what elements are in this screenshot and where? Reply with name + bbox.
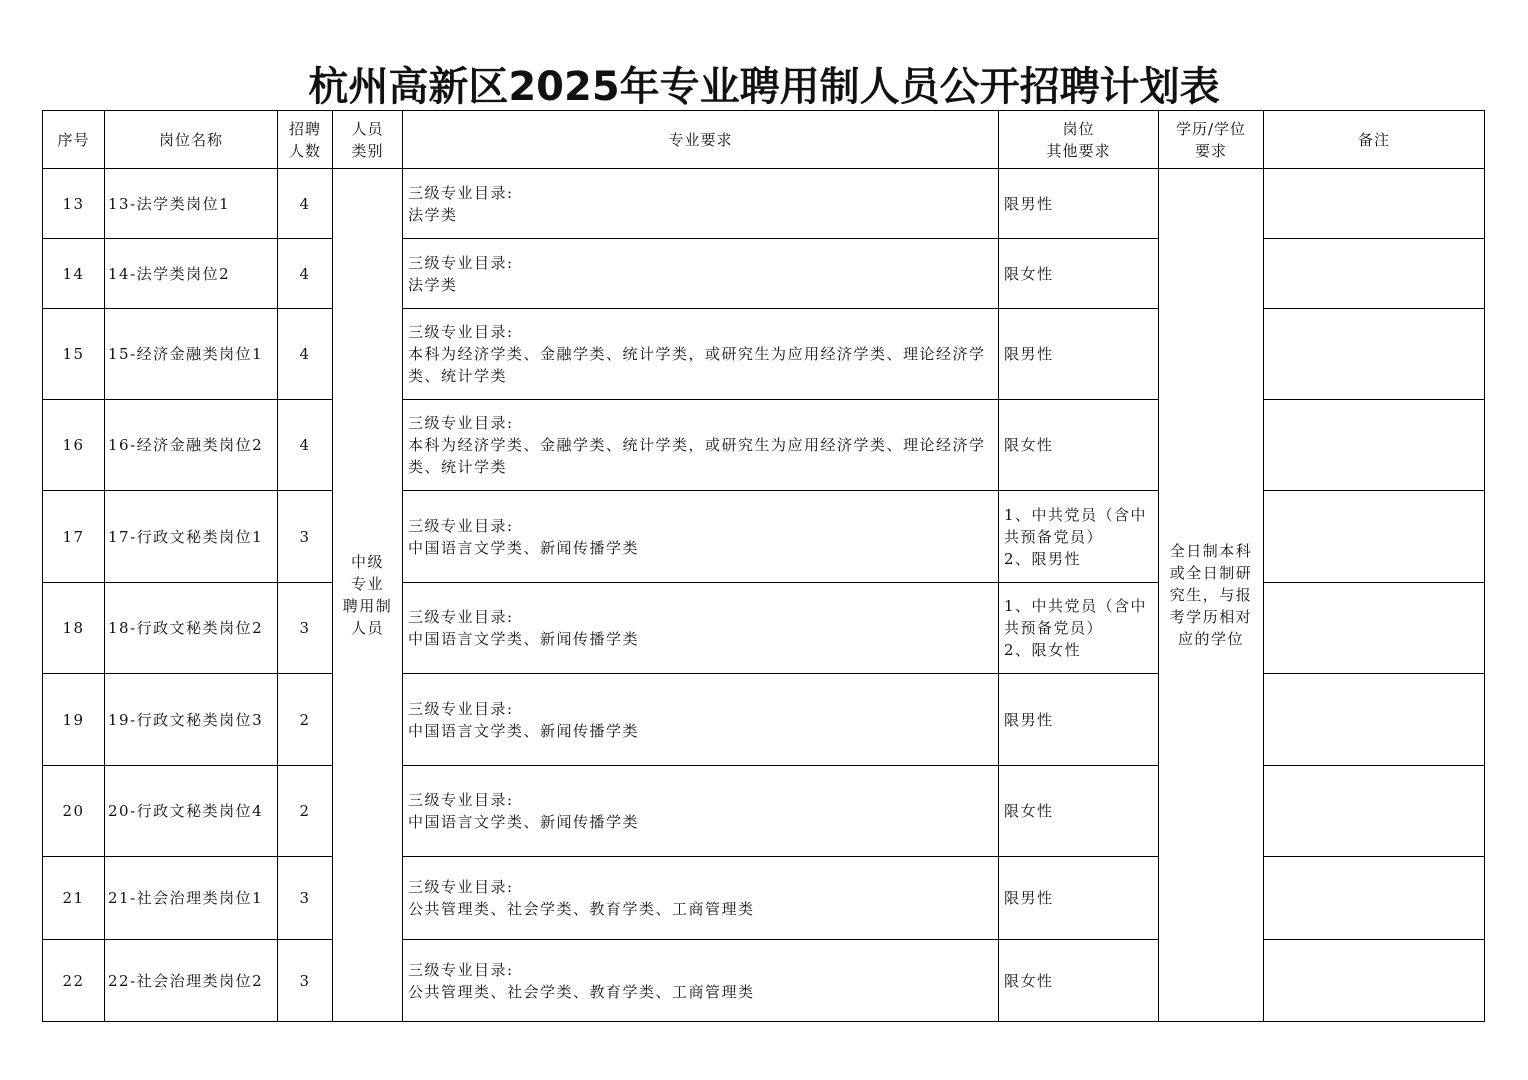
row-remark — [1264, 583, 1485, 674]
row-position-name: 17-行政文秘类岗位1 — [105, 491, 278, 583]
row-recruit-count: 4 — [278, 400, 333, 491]
row-remark — [1264, 400, 1485, 491]
row-seq: 14 — [43, 239, 105, 309]
row-major-requirement: 三级专业目录: 中国语言文学类、新闻传播学类 — [403, 674, 999, 766]
row-other-requirement: 1、中共党员（含中共预备党员） 2、限男性 — [999, 491, 1159, 583]
row-seq: 21 — [43, 857, 105, 940]
row-major-requirement: 三级专业目录: 公共管理类、社会学类、教育学类、工商管理类 — [403, 857, 999, 940]
row-major-requirement: 三级专业目录: 公共管理类、社会学类、教育学类、工商管理类 — [403, 940, 999, 1022]
table-row — [43, 309, 1485, 400]
row-position-name: 16-经济金融类岗位2 — [105, 400, 278, 491]
header-category: 人员 类别 — [333, 111, 403, 169]
row-seq: 18 — [43, 583, 105, 674]
row-other-requirement: 限女性 — [999, 239, 1159, 309]
header-count: 招聘 人数 — [278, 111, 333, 169]
table-row — [43, 491, 1485, 583]
row-remark — [1264, 169, 1485, 239]
row-recruit-count: 3 — [278, 491, 333, 583]
table-row — [43, 674, 1485, 766]
row-recruit-count: 2 — [278, 766, 333, 857]
table-row — [43, 239, 1485, 309]
education-requirement: 全日制本科 或全日制研 究生，与报 考学历相对 应的学位 — [1159, 169, 1264, 1022]
recruitment-plan-table — [42, 110, 1485, 1022]
row-remark — [1264, 674, 1485, 766]
header-row — [43, 111, 1485, 169]
row-major-requirement: 三级专业目录: 中国语言文学类、新闻传播学类 — [403, 491, 999, 583]
header-other: 岗位 其他要求 — [999, 111, 1159, 169]
header-position: 岗位名称 — [105, 111, 278, 169]
row-recruit-count: 3 — [278, 583, 333, 674]
row-major-requirement: 三级专业目录: 本科为经济学类、金融学类、统计学类，或研究生为应用经济学类、理论经济学类、统计学类 — [403, 309, 999, 400]
row-position-name: 14-法学类岗位2 — [105, 239, 278, 309]
table-row — [43, 400, 1485, 491]
header-major: 专业要求 — [403, 111, 999, 169]
row-position-name: 15-经济金融类岗位1 — [105, 309, 278, 400]
row-major-requirement: 三级专业目录: 法学类 — [403, 169, 999, 239]
row-seq: 17 — [43, 491, 105, 583]
row-position-name: 21-社会治理类岗位1 — [105, 857, 278, 940]
header-edu: 学历/学位 要求 — [1159, 111, 1264, 169]
header-remark: 备注 — [1264, 111, 1485, 169]
row-major-requirement: 三级专业目录: 法学类 — [403, 239, 999, 309]
personnel-category: 中级 专业 聘用制 人员 — [333, 169, 403, 1022]
table-row — [43, 169, 1485, 239]
row-recruit-count: 3 — [278, 857, 333, 940]
row-recruit-count: 3 — [278, 940, 333, 1022]
row-seq: 22 — [43, 940, 105, 1022]
row-other-requirement: 限男性 — [999, 674, 1159, 766]
row-remark — [1264, 309, 1485, 400]
table-row — [43, 766, 1485, 857]
row-other-requirement: 限男性 — [999, 857, 1159, 940]
row-seq: 16 — [43, 400, 105, 491]
table-row — [43, 940, 1485, 1022]
row-remark — [1264, 766, 1485, 857]
row-seq: 13 — [43, 169, 105, 239]
row-position-name: 22-社会治理类岗位2 — [105, 940, 278, 1022]
page-title: 杭州高新区2025年专业聘用制人员公开招聘计划表 — [308, 64, 1220, 110]
row-position-name: 13-法学类岗位1 — [105, 169, 278, 239]
row-recruit-count: 2 — [278, 674, 333, 766]
table-row — [43, 857, 1485, 940]
row-recruit-count: 4 — [278, 239, 333, 309]
row-remark — [1264, 857, 1485, 940]
row-position-name: 20-行政文秘类岗位4 — [105, 766, 278, 857]
header-seq: 序号 — [43, 111, 105, 169]
row-other-requirement: 限男性 — [999, 169, 1159, 239]
row-other-requirement: 限女性 — [999, 400, 1159, 491]
row-other-requirement: 1、中共党员（含中共预备党员） 2、限女性 — [999, 583, 1159, 674]
row-position-name: 18-行政文秘类岗位2 — [105, 583, 278, 674]
table-row — [43, 583, 1485, 674]
row-major-requirement: 三级专业目录: 中国语言文学类、新闻传播学类 — [403, 583, 999, 674]
row-seq: 19 — [43, 674, 105, 766]
row-remark — [1264, 940, 1485, 1022]
row-other-requirement: 限女性 — [999, 940, 1159, 1022]
row-recruit-count: 4 — [278, 169, 333, 239]
row-remark — [1264, 491, 1485, 583]
row-position-name: 19-行政文秘类岗位3 — [105, 674, 278, 766]
row-major-requirement: 三级专业目录: 中国语言文学类、新闻传播学类 — [403, 766, 999, 857]
row-other-requirement: 限男性 — [999, 309, 1159, 400]
row-seq: 20 — [43, 766, 105, 857]
row-seq: 15 — [43, 309, 105, 400]
table-body — [43, 169, 1485, 1022]
row-recruit-count: 4 — [278, 309, 333, 400]
row-other-requirement: 限女性 — [999, 766, 1159, 857]
row-remark — [1264, 239, 1485, 309]
row-major-requirement: 三级专业目录: 本科为经济学类、金融学类、统计学类，或研究生为应用经济学类、理论经济学类、统计学类 — [403, 400, 999, 491]
